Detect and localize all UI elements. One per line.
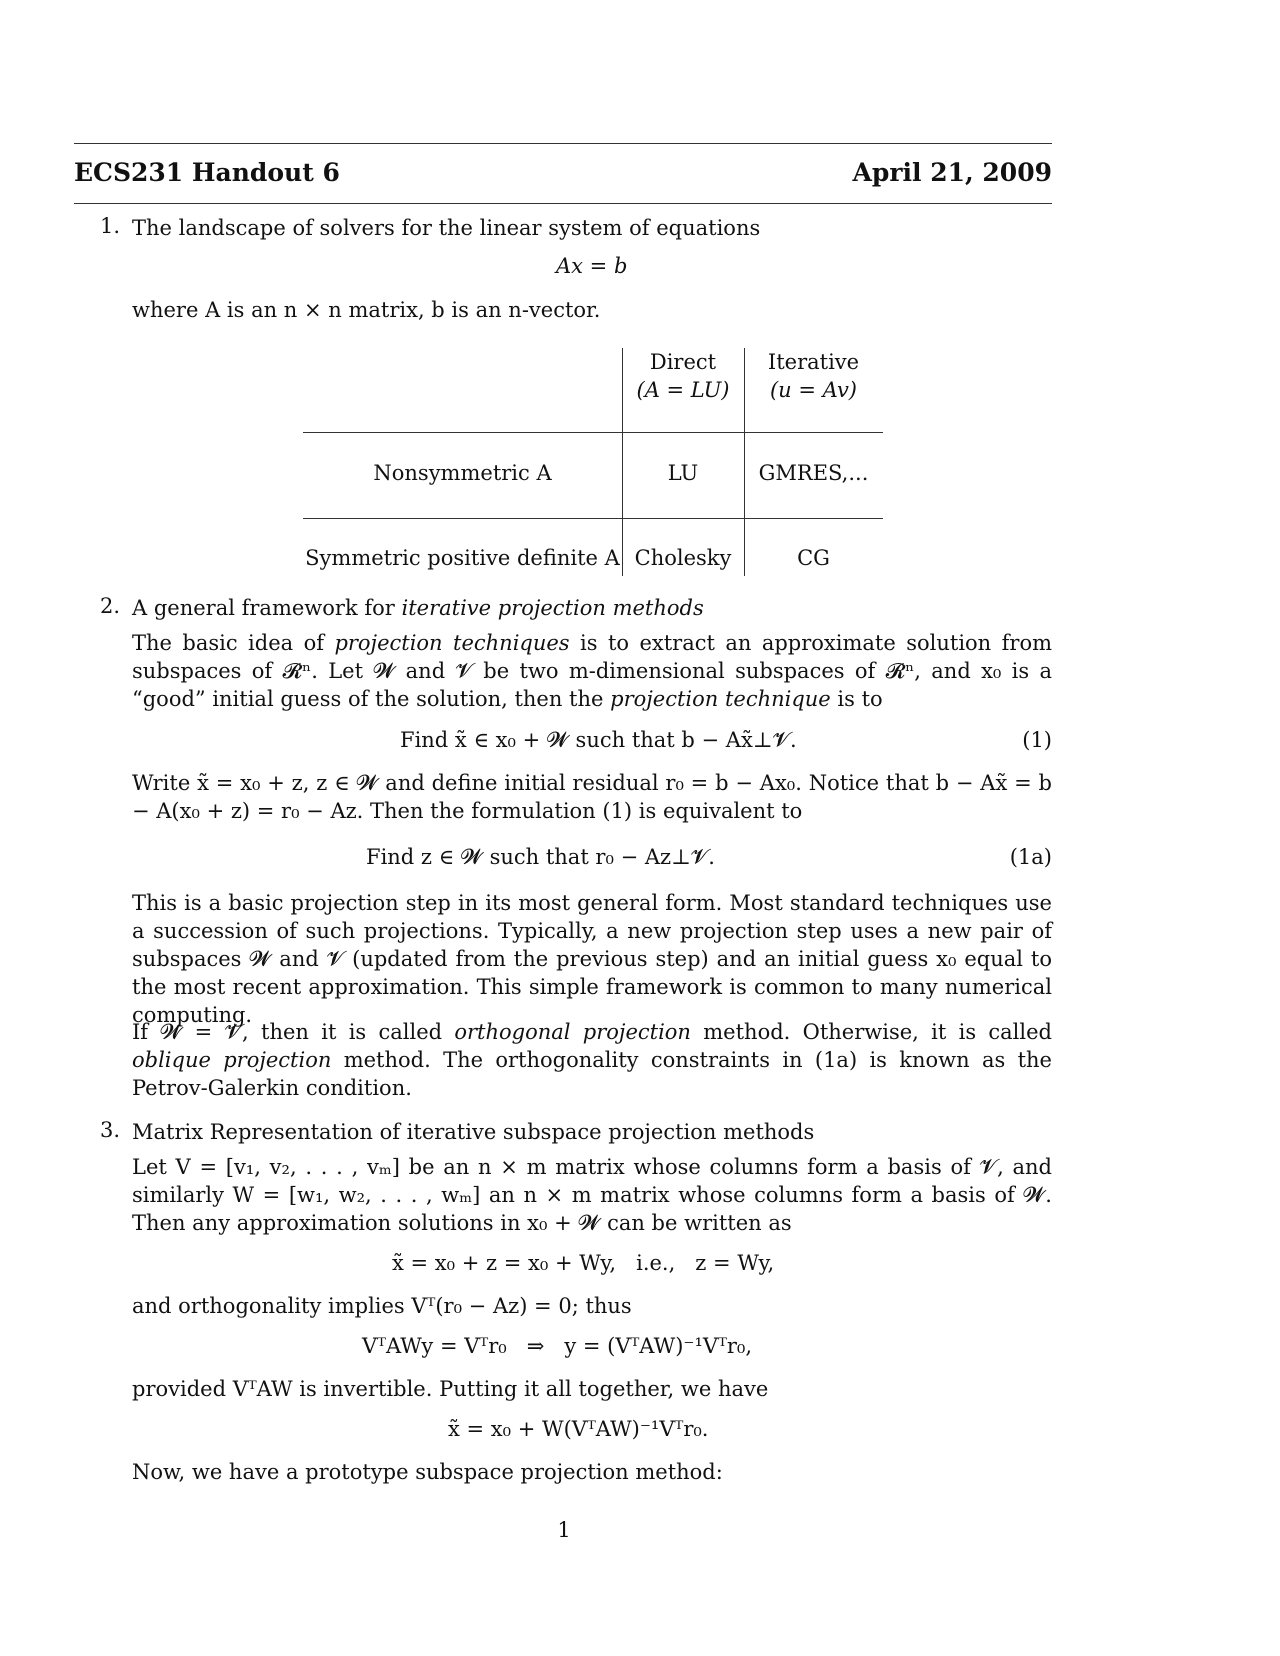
section-2-paragraph-4 (132, 1018, 1052, 1102)
section-1-intro: The landscape of solvers for the linear system of equations (132, 216, 761, 240)
s2p1-em1: projection techniques (334, 631, 570, 655)
section-2-title-em: iterative projection methods (401, 596, 704, 620)
section-1-where: where A is an n × n matrix, b is an n-vector. (132, 298, 601, 322)
s2p1-em2: projection technique (610, 687, 831, 711)
equation-1-number: (1) (1022, 728, 1052, 752)
page-number: 1 (557, 1518, 571, 1542)
section-3-title: Matrix Representation of iterative subspace projection methods (132, 1120, 815, 1144)
section-2-title (132, 594, 704, 622)
row-nonsymmetric-iterative: GMRES,... (758, 461, 869, 485)
section-3-paragraph-1: Let V = [v₁, v₂, . . . , vₘ] be an n × m matrix whose columns form a basis of 𝓥, and similarly W = [w₁, w₂, . . . , wₘ] an n × m matrix whose columns form a basis of 𝓦. Then any approximation solutions in x₀ + 𝓦 can be written as (132, 1155, 1052, 1235)
row-nonsymmetric-direct: LU (667, 461, 699, 485)
s2p4-b: method. Otherwise, it is called (690, 1020, 1052, 1044)
s2p1-b: is to extract an approximate solution from subspaces of 𝓡ⁿ. Let 𝓦 and 𝓥 be two m-dimensional subspaces of 𝓡ⁿ, and x₀ is a “good” initial guess of the solution, then the (132, 631, 1053, 711)
row-spd-direct: Cholesky (634, 546, 732, 570)
col-iterative-sub: (u = Av) (769, 378, 858, 402)
col-direct-title: Direct (649, 350, 717, 374)
s2p4-c: method. The orthogonality constraints in (1a) is known as the Petrov-Galerkin condition. (132, 1048, 1052, 1100)
equation-final: x̃ = x₀ + W(VᵀAW)⁻¹Vᵀr₀. (448, 1417, 709, 1441)
equation-y-solution: VᵀAWy = Vᵀr₀ ⇒ y = (VᵀAW)⁻¹Vᵀr₀, (362, 1334, 753, 1358)
section-3-paragraph-3: provided VᵀAW is invertible. Putting it all together, we have (132, 1377, 769, 1401)
header-bottom-rule (74, 203, 1052, 204)
s2p1-c: is to (830, 687, 883, 711)
col-iterative-header (744, 348, 883, 404)
col-direct-sub: (A = LU) (636, 378, 730, 402)
equation-1: Find x̃ ∈ x₀ + 𝓦 such that b − Ax̃⊥𝓥. (400, 728, 797, 752)
equation-approx-solution: x̃ = x₀ + z = x₀ + Wy, i.e., z = Wy, (392, 1251, 775, 1275)
col-iterative-title: Iterative (767, 350, 860, 374)
section-2-title-text: A general framework for (132, 596, 402, 620)
section-2-paragraph-1 (132, 629, 1052, 713)
table-hline-2 (303, 518, 883, 519)
section-3-number: 3. (100, 1118, 121, 1142)
s2p1-a: The basic idea of (132, 631, 335, 655)
section-3-paragraph-4: Now, we have a prototype subspace projection method: (132, 1460, 723, 1484)
equation-1a: Find z ∈ 𝓦 such that r₀ − Az⊥𝓥. (366, 845, 715, 869)
row-nonsymmetric-label: Nonsymmetric A (373, 461, 552, 485)
table-hline-1 (303, 432, 883, 433)
solver-table (303, 348, 883, 576)
row-spd-label: Symmetric positive definite A (305, 546, 620, 570)
row-spd-iterative: CG (797, 546, 830, 570)
section-1-equation: Ax = b (556, 254, 628, 278)
handout-title: ECS231 Handout 6 (74, 158, 340, 187)
s2p4-em1: orthogonal projection (454, 1020, 691, 1044)
header-top-rule (74, 143, 1052, 144)
section-1-number: 1. (100, 214, 121, 238)
s2p4-a: If 𝓦 = 𝓥, then it is called (132, 1020, 455, 1044)
handout-date: April 21, 2009 (852, 158, 1052, 187)
equation-1a-number: (1a) (1009, 845, 1052, 869)
section-2-paragraph-2: Write x̃ = x₀ + z, z ∈ 𝓦 and define initial residual r₀ = b − Ax₀. Notice that b − Ax̃ = b − A(x₀ + z) = r₀ − Az. Then the formulation (1) is equivalent to (132, 771, 1052, 823)
col-direct-header (622, 348, 744, 404)
section-2-number: 2. (100, 594, 121, 618)
section-3-paragraph-2: and orthogonality implies Vᵀ(r₀ − Az) = 0; thus (132, 1294, 632, 1318)
s2p4-em2: oblique projection (132, 1048, 332, 1072)
section-2-paragraph-3: This is a basic projection step in its most general form. Most standard techniques use a succession of such projections. Typically, a new projection step uses a new pair of subspaces 𝓦 and 𝓥 (updated from the previous step) and an initial guess x₀ equal to the most recent approximation. This simple framework is common to many numerical computing. (132, 891, 1052, 1027)
